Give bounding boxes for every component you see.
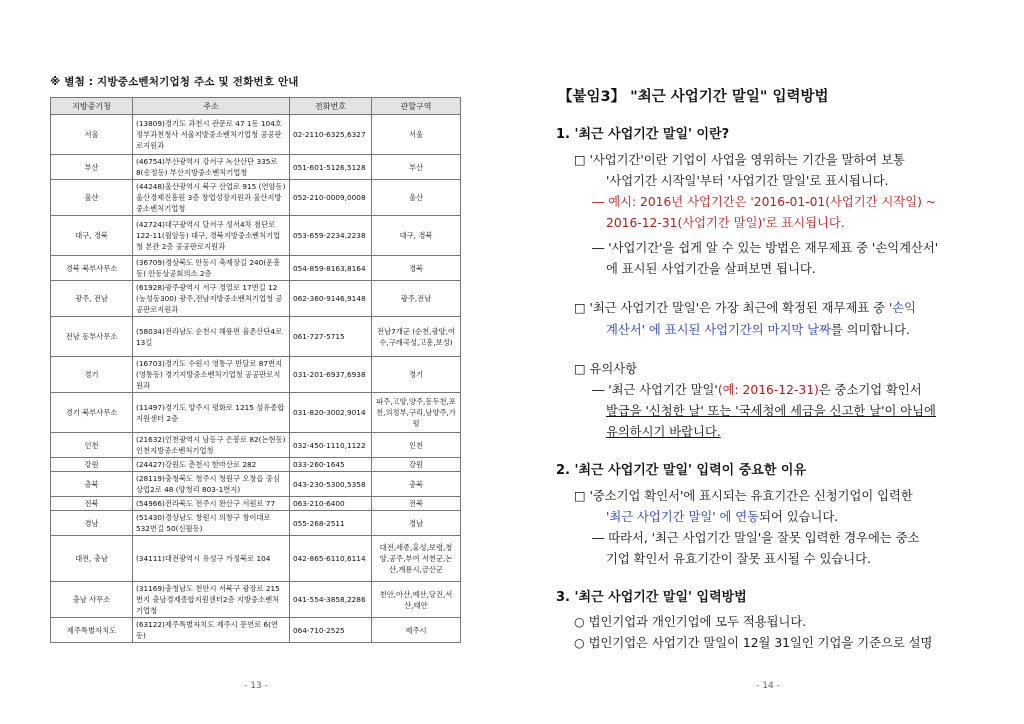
region-cell: 서울 — [372, 115, 461, 155]
address-cell: (28119)충청북도 청주시 청원구 오창읍 중심상업2로 48 (양청리 803-1번지) — [133, 472, 290, 497]
address-cell: (46754)부산광역시 강서구 녹산산단 335로 8(송정동) 부산지방중소벤처기업청 — [133, 155, 290, 180]
region-cell: 울산 — [372, 180, 461, 216]
office-cell: 경북 북부사무소 — [51, 256, 133, 281]
section-1-heading: 1. '최근 사업기간 말일' 이란? — [556, 127, 730, 142]
region-cell: 천안,아산,예산,당진,서산,태안 — [372, 582, 461, 618]
section-3-heading: 3. '최근 사업기간 말일' 입력방법 — [556, 590, 747, 605]
header-address: 주소 — [133, 98, 290, 115]
address-cell: (44248)울산광역시 북구 산업로 915 (연암동) 울산경제진흥원 3층 창업성장지원과 울산지방중소벤처기업청 — [133, 180, 290, 216]
attachment-title: ※ 별첨 : 지방중소벤처기업청 주소 및 전화번호 안내 — [50, 76, 299, 88]
reason-line-2-tail: 되어 있습니다. — [759, 510, 839, 524]
table-row — [51, 393, 461, 433]
easy-way-line-2: 에 표시된 사업기간을 살펴보면 됩니다. — [606, 262, 816, 276]
header-phone: 전화번호 — [290, 98, 372, 115]
office-cell: 충북 — [51, 472, 133, 497]
office-cell: 제주특별자치도 — [51, 618, 133, 643]
phone-cell: 064-710-2525 — [290, 618, 372, 643]
phone-cell: 061-727-5715 — [290, 317, 372, 357]
reason-highlight: '최근 사업기간 말일' 에 연동 — [606, 510, 760, 524]
address-cell: (42724)대구광역시 달서구 성서4차 첨단로 122-11(월암동) 대구, 경북지방중소벤처기업청 본관 2층 공공판로지원과 — [133, 216, 290, 256]
region-cell: 인천 — [372, 433, 461, 458]
office-cell: 경기 북부사무소 — [51, 393, 133, 433]
para-2-tail: 를 의미합니다. — [830, 323, 910, 337]
table-row — [51, 155, 461, 180]
phone-cell: 031-820-3002,9014 — [290, 393, 372, 433]
phone-cell: 042-865-6110,6114 — [290, 536, 372, 582]
table-row — [51, 180, 461, 216]
method-line-1: ○ 법인기업과 개인기업에 모두 적용됩니다. — [574, 615, 807, 629]
reason-line-2 — [606, 509, 838, 525]
phone-cell: 041-554-3858,2286 — [290, 582, 372, 618]
para-2-line-1 — [574, 300, 916, 316]
para-2-highlight-1: '손익 — [888, 301, 917, 315]
address-cell: (16703)경기도 수원시 영통구 반달로 87번지(영통동) 경기지방중소벤처기업청 공공판로지원과 — [133, 357, 290, 393]
phone-cell: 053-659-2234,2238 — [290, 216, 372, 256]
office-cell: 광주, 전남 — [51, 281, 133, 317]
phone-cell: 052-210-0009,0008 — [290, 180, 372, 216]
region-cell: 대전,세종,홍성,보령,청양,공주,부여 서천군,논산,계룡시,금산군 — [372, 536, 461, 582]
table-row — [51, 216, 461, 256]
region-cell: 경북 — [372, 256, 461, 281]
table-row — [51, 582, 461, 618]
header-region: 관할구역 — [372, 98, 461, 115]
section-2-heading: 2. '최근 사업기간 말일' 입력이 중요한 이유 — [556, 463, 807, 478]
phone-cell: 062-360-9146,9148 — [290, 281, 372, 317]
reason-line-1: □ '중소기업 확인서'에 표시되는 유효기간은 신청기업이 입력한 — [574, 489, 913, 503]
address-cell: (13809)경기도 과천시 관문로 47 1동 104호 정부과천청사 서울지방중소벤처기업청 공공판로지원과 — [133, 115, 290, 155]
office-cell: 강원 — [51, 458, 133, 472]
table-row — [51, 357, 461, 393]
caution-example: (예: 2016-12-31) — [717, 383, 819, 397]
para-1-line-1: □ '사업기간'이란 기업이 사업을 영위하는 기간을 말하여 보통 — [574, 153, 905, 167]
example-line-1: ― 예시: 2016년 사업기간은 '2016-01-01(사업기간 시작일) ~ — [592, 195, 937, 209]
phone-cell: 033-260-1645 — [290, 458, 372, 472]
caution-line-1-post: 은 중소기업 확인서 — [818, 383, 922, 397]
reason-line-3: ― 따라서, '최근 사업기간 말일'을 잘못 입력한 경우에는 중소 — [592, 531, 920, 545]
address-cell: (21632)인천광역시 남동구 은봉로 82(논현동)인천지방중소벤처기업청 — [133, 433, 290, 458]
address-cell: (11497)경기도 양주시 평화로 1215 섬유종합지원센터 2층 — [133, 393, 290, 433]
table-row — [51, 618, 461, 643]
page-number-right: - 14 - — [756, 681, 780, 691]
table-row — [51, 458, 461, 472]
caution-heading: □ 유의사항 — [574, 362, 638, 376]
address-cell: (63122)제주특별자치도 제주시 문연로 6(연동) — [133, 618, 290, 643]
table-row — [51, 497, 461, 511]
para-1-line-2: '사업기간 시작일'부터 '사업기간 말일'로 표시됩니다. — [606, 174, 889, 188]
address-cell: (61928)광주광역시 서구 경열로 17번길 12 (농성동300) 광주,전남지방중소벤처기업청 공공판로지원과 — [133, 281, 290, 317]
easy-way-line-1: ― '사업기간'을 쉽게 알 수 있는 방법은 재무제표 중 '손익계산서' — [592, 241, 939, 255]
address-cell: (58034)전라남도 순천시 해룡면 율촌산단4로 13길 — [133, 317, 290, 357]
table-row — [51, 317, 461, 357]
para-2-line-2 — [606, 322, 910, 338]
table-row — [51, 433, 461, 458]
office-cell: 경기 — [51, 357, 133, 393]
table-row — [51, 115, 461, 155]
office-cell: 대구, 경북 — [51, 216, 133, 256]
region-cell: 충북 — [372, 472, 461, 497]
region-cell: 부산 — [372, 155, 461, 180]
page-number-left: - 13 - — [244, 681, 268, 691]
table-row — [51, 536, 461, 582]
region-cell: 파주,고양,양주,동두천,포천,의정부,구리,남양주,가평 — [372, 393, 461, 433]
region-cell: 대구, 경북 — [372, 216, 461, 256]
office-cell: 충남 사무소 — [51, 582, 133, 618]
office-cell: 전북 — [51, 497, 133, 511]
region-cell: 전남7개군 (순천,광양,여수,구례곡성,고흥,보성) — [372, 317, 461, 357]
office-cell: 전남 동부사무소 — [51, 317, 133, 357]
table-row — [51, 511, 461, 536]
address-cell: (51430)경상남도 창원시 의창구 창이대로 532번길 50(신월동) — [133, 511, 290, 536]
phone-cell: 054-859-8163,8164 — [290, 256, 372, 281]
region-cell: 경기 — [372, 357, 461, 393]
phone-cell: 055-268-2511 — [290, 511, 372, 536]
office-cell: 인천 — [51, 433, 133, 458]
office-table-body — [51, 115, 461, 643]
right-page — [512, 0, 1024, 724]
region-cell: 강원 — [372, 458, 461, 472]
caution-line-1-pre: ― '최근 사업기간 말일' — [592, 383, 718, 397]
method-line-2: ○ 법인기업은 사업기간 말일이 12월 31일인 기업을 기준으로 설명 — [574, 636, 933, 650]
office-cell: 경남 — [51, 511, 133, 536]
address-cell: (31169)충청남도 천안시 서북구 광장로 215번지 충남경제종합지원센터2층 지방중소벤처기업청 — [133, 582, 290, 618]
table-row — [51, 472, 461, 497]
header-office: 지방중기청 — [51, 98, 133, 115]
address-cell: (24427)강원도 춘천시 한마산로 282 — [133, 458, 290, 472]
caution-line-1 — [592, 382, 922, 398]
phone-cell: 051-601-5126,5128 — [290, 155, 372, 180]
table-row — [51, 281, 461, 317]
table-row — [51, 256, 461, 281]
office-table — [50, 97, 461, 643]
region-cell: 경남 — [372, 511, 461, 536]
region-cell: 광주,전남 — [372, 281, 461, 317]
office-cell: 서울 — [51, 115, 133, 155]
phone-cell: 02-2110-6325,6327 — [290, 115, 372, 155]
table-header-row — [51, 98, 461, 115]
office-cell: 울산 — [51, 180, 133, 216]
region-cell: 전북 — [372, 497, 461, 511]
example-line-2: 2016-12-31(사업기간 말일)'로 표시됩니다. — [606, 216, 845, 230]
caution-line-3: 유의하시기 바랍니다. — [606, 425, 721, 439]
address-cell: (34111)대전광역시 유성구 가정북로 104 — [133, 536, 290, 582]
para-2-text: □ '최근 사업기간 말일'은 가장 최근에 확정된 재무제표 중 — [574, 301, 889, 315]
address-cell: (54966)전라북도 전주시 완산구 서원로 77 — [133, 497, 290, 511]
phone-cell: 043-230-5300,5358 — [290, 472, 372, 497]
phone-cell: 031-201-6937,6938 — [290, 357, 372, 393]
phone-cell: 032-450-1110,1122 — [290, 433, 372, 458]
attachment-3-title: 【붙임3】 "최근 사업기간 말일" 입력방법 — [558, 89, 829, 105]
reason-line-4: 기업 확인서 유효기간이 잘못 표시될 수 있습니다. — [606, 552, 871, 566]
caution-line-2: 발급을 '신청한 날' 또는 '국세청에 세금을 신고한 날'이 아님에 — [606, 404, 936, 418]
para-2-highlight-2: 계산서' 에 표시된 사업기간의 마지막 날짜 — [606, 323, 831, 337]
office-cell: 부산 — [51, 155, 133, 180]
address-cell: (36709)경상북도 안동시 축제장길 240(운흥동) 안동상공회의소 2층 — [133, 256, 290, 281]
region-cell: 제주시 — [372, 618, 461, 643]
phone-cell: 063-210-6400 — [290, 497, 372, 511]
office-cell: 대전, 충남 — [51, 536, 133, 582]
